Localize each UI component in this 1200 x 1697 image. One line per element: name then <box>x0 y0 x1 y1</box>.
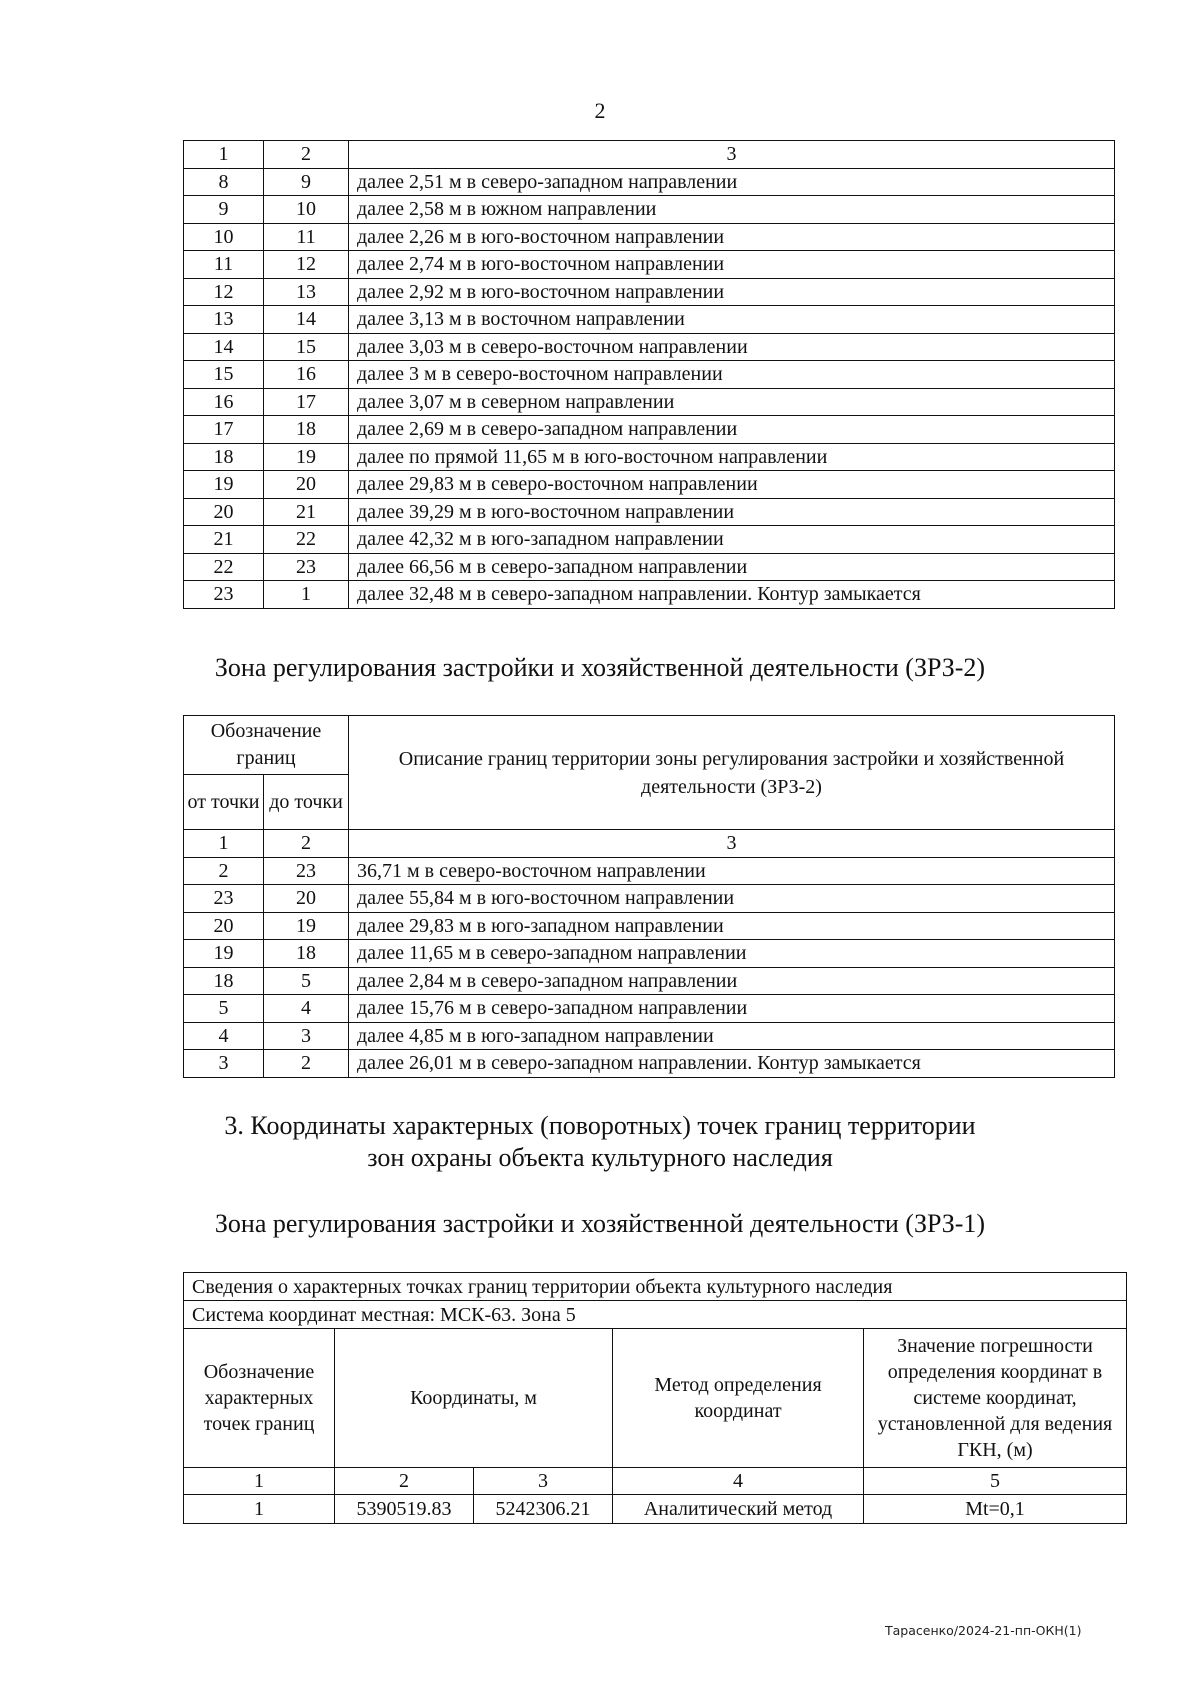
boundary-description: далее 2,26 м в юго-восточном направлении <box>349 223 1115 251</box>
section-3-title <box>0 1110 1200 1174</box>
to-point: 21 <box>264 498 349 526</box>
boundary-description: далее 2,69 м в северо-западном направлении <box>349 416 1115 444</box>
header-cell: 1 <box>184 141 264 169</box>
from-point: 23 <box>184 885 264 913</box>
boundary-description: далее 11,65 м в северо-западном направлении <box>349 940 1115 968</box>
from-point: 19 <box>184 940 264 968</box>
table-header-row <box>184 1329 1127 1468</box>
determination-method: Аналитический метод <box>613 1495 864 1524</box>
to-point: 16 <box>264 361 349 389</box>
from-point: 2 <box>184 857 264 885</box>
table-number-row <box>184 1468 1127 1495</box>
header-cell: 3 <box>349 141 1115 169</box>
boundary-description: далее 32,48 м в северо-западном направлении. Контур замыкается <box>349 581 1115 609</box>
boundary-table-zrz1-continued <box>183 140 1115 609</box>
to-point: 19 <box>264 443 349 471</box>
boundary-description: далее 3,13 м в восточном направлении <box>349 306 1115 334</box>
table-row <box>184 361 1115 389</box>
from-point: 15 <box>184 361 264 389</box>
section-3-title-line2: зон охраны объекта культурного наследия <box>367 1143 833 1172</box>
table-row <box>184 333 1115 361</box>
coordinate-y: 5242306.21 <box>474 1495 613 1524</box>
from-point: 8 <box>184 168 264 196</box>
to-point: 20 <box>264 885 349 913</box>
boundary-description: далее 2,84 м в северо-западном направлении <box>349 967 1115 995</box>
column-number: 2 <box>264 830 349 858</box>
from-point: 23 <box>184 581 264 609</box>
from-point: 19 <box>184 471 264 499</box>
boundary-description: далее 15,76 м в северо-западном направлении <box>349 995 1115 1023</box>
boundary-description-header: Описание границ территории зоны регулирования застройки и хозяйственной деятельности (ЗРЗ-2) <box>349 716 1115 830</box>
zrz2-heading: Зона регулирования застройки и хозяйственной деятельности (ЗРЗ-2) <box>214 653 986 682</box>
from-point: 17 <box>184 416 264 444</box>
table-row <box>184 912 1115 940</box>
column-number: 3 <box>474 1468 613 1495</box>
to-point: 17 <box>264 388 349 416</box>
from-point: 13 <box>184 306 264 334</box>
column-number: 5 <box>864 1468 1127 1495</box>
table-row <box>184 498 1115 526</box>
table-row <box>184 278 1115 306</box>
coordinate-x: 5390519.83 <box>335 1495 474 1524</box>
table-row <box>184 940 1115 968</box>
point-number: 1 <box>184 1495 335 1524</box>
from-point: 12 <box>184 278 264 306</box>
boundary-description: далее по прямой 11,65 м в юго-восточном направлении <box>349 443 1115 471</box>
from-point: 16 <box>184 388 264 416</box>
table-header-row <box>184 716 1115 775</box>
boundary-description: далее 39,29 м в юго-восточном направлении <box>349 498 1115 526</box>
boundary-description: 36,71 м в северо-восточном направлении <box>349 857 1115 885</box>
to-point: 11 <box>264 223 349 251</box>
boundary-description: далее 3,07 м в северном направлении <box>349 388 1115 416</box>
from-point: 10 <box>184 223 264 251</box>
table-info-points: Сведения о характерных точках границ территории объекта культурного наследия <box>184 1273 1127 1301</box>
table-info-row <box>184 1301 1127 1329</box>
header-cell: 2 <box>264 141 349 169</box>
table-header-row <box>184 141 1115 169</box>
page-number: 2 <box>594 98 606 123</box>
to-point: 15 <box>264 333 349 361</box>
to-point: 23 <box>264 553 349 581</box>
to-point: 13 <box>264 278 349 306</box>
zrz1-heading: Зона регулирования застройки и хозяйственной деятельности (ЗРЗ-1) <box>214 1209 986 1238</box>
to-point: 18 <box>264 940 349 968</box>
boundary-description: далее 3,03 м в северо-восточном направлении <box>349 333 1115 361</box>
column-number: 3 <box>349 830 1115 858</box>
table-row <box>184 885 1115 913</box>
section-3-title-line1: 3. Координаты характерных (поворотных) точек границ территории <box>224 1111 976 1140</box>
boundary-description: далее 2,92 м в юго-восточном направлении <box>349 278 1115 306</box>
table-row <box>184 1050 1115 1078</box>
document-code: Тарасенко/2024-21-пп-ОКН(1) <box>885 1623 1082 1638</box>
from-point: 21 <box>184 526 264 554</box>
boundary-description: далее 55,84 м в юго-восточном направлении <box>349 885 1115 913</box>
points-header: Обозначение характерных точек границ <box>184 1329 335 1468</box>
table-row <box>184 1022 1115 1050</box>
to-point: 22 <box>264 526 349 554</box>
table-row <box>184 443 1115 471</box>
table-row <box>184 251 1115 279</box>
boundary-description: далее 4,85 м в юго-западном направлении <box>349 1022 1115 1050</box>
to-point: 14 <box>264 306 349 334</box>
coordinate-system: Система координат местная: МСК-63. Зона 5 <box>184 1301 1127 1329</box>
to-point-header: до точки <box>264 775 349 830</box>
error-value: Mt=0,1 <box>864 1495 1127 1524</box>
method-header: Метод определения координат <box>613 1329 864 1468</box>
boundary-description: далее 3 м в северо-восточном направлении <box>349 361 1115 389</box>
from-point: 11 <box>184 251 264 279</box>
table-row <box>184 967 1115 995</box>
to-point: 4 <box>264 995 349 1023</box>
table-row <box>184 857 1115 885</box>
boundary-description: далее 29,83 м в северо-восточном направлении <box>349 471 1115 499</box>
column-number: 1 <box>184 830 264 858</box>
column-number: 1 <box>184 1468 335 1495</box>
boundary-description: далее 2,74 м в юго-восточном направлении <box>349 251 1115 279</box>
to-point: 3 <box>264 1022 349 1050</box>
boundary-description: далее 2,51 м в северо-западном направлении <box>349 168 1115 196</box>
from-point: 22 <box>184 553 264 581</box>
from-point: 18 <box>184 443 264 471</box>
table-number-row <box>184 830 1115 858</box>
boundary-description: далее 29,83 м в юго-западном направлении <box>349 912 1115 940</box>
boundary-description: далее 26,01 м в северо-западном направлении. Контур замыкается <box>349 1050 1115 1078</box>
boundary-description: далее 66,56 м в северо-западном направлении <box>349 553 1115 581</box>
table-row <box>184 388 1115 416</box>
to-point: 23 <box>264 857 349 885</box>
to-point: 2 <box>264 1050 349 1078</box>
table-row <box>184 168 1115 196</box>
from-point: 14 <box>184 333 264 361</box>
from-point: 4 <box>184 1022 264 1050</box>
error-header: Значение погрешности определения координат в системе координат, установленной для ведения ГКН, (м) <box>864 1329 1127 1468</box>
from-point: 18 <box>184 967 264 995</box>
from-point: 20 <box>184 912 264 940</box>
column-number: 2 <box>335 1468 474 1495</box>
table-row <box>184 553 1115 581</box>
to-point: 1 <box>264 581 349 609</box>
boundary-description: далее 2,58 м в южном направлении <box>349 196 1115 224</box>
table-row <box>184 306 1115 334</box>
table-row <box>184 526 1115 554</box>
column-number: 4 <box>613 1468 864 1495</box>
to-point: 19 <box>264 912 349 940</box>
table-row <box>184 1495 1127 1524</box>
table-row <box>184 995 1115 1023</box>
to-point: 20 <box>264 471 349 499</box>
from-point: 3 <box>184 1050 264 1078</box>
to-point: 10 <box>264 196 349 224</box>
table-row <box>184 471 1115 499</box>
table-row <box>184 196 1115 224</box>
table-row <box>184 223 1115 251</box>
table-row <box>184 416 1115 444</box>
to-point: 12 <box>264 251 349 279</box>
boundary-description: далее 42,32 м в юго-западном направлении <box>349 526 1115 554</box>
table-info-row <box>184 1273 1127 1301</box>
boundary-table-zrz2 <box>183 715 1115 1078</box>
to-point: 9 <box>264 168 349 196</box>
to-point: 18 <box>264 416 349 444</box>
from-point: 5 <box>184 995 264 1023</box>
from-point-header: от точки <box>184 775 264 830</box>
table-row <box>184 581 1115 609</box>
from-point: 20 <box>184 498 264 526</box>
coordinates-table-zrz1 <box>183 1272 1127 1524</box>
coordinates-header: Координаты, м <box>335 1329 613 1468</box>
to-point: 5 <box>264 967 349 995</box>
from-point: 9 <box>184 196 264 224</box>
boundary-designation-header: Обозначение границ <box>184 716 349 775</box>
